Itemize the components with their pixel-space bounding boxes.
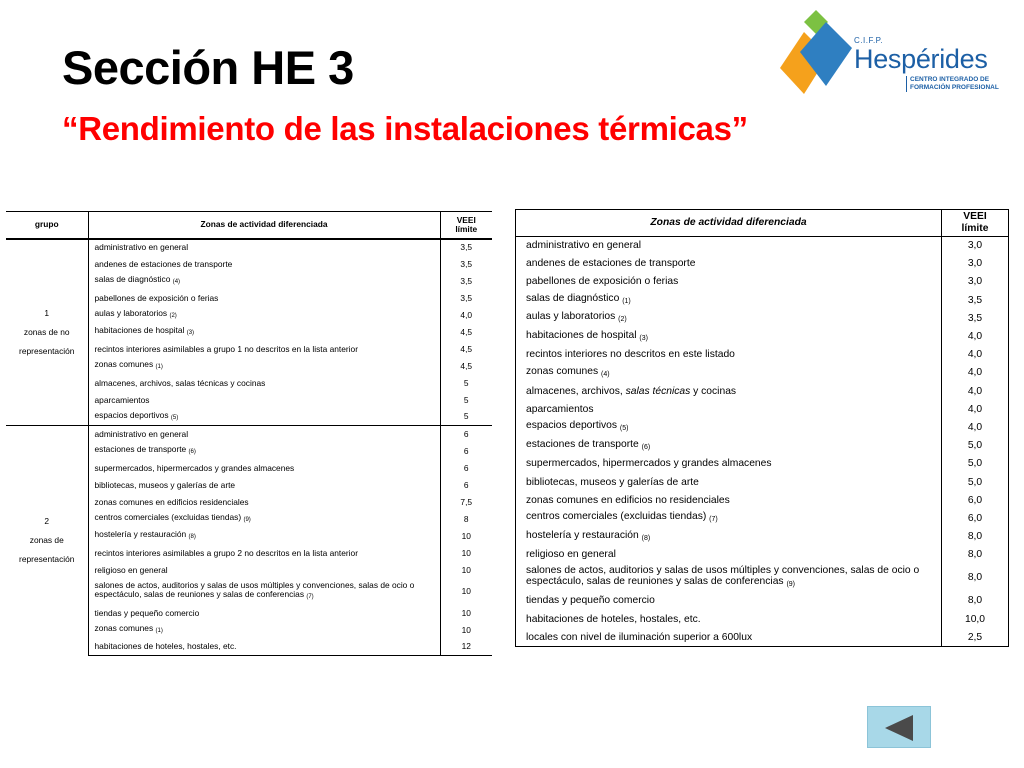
zone-cell: habitaciones de hospital $_{(3)}$ (88, 324, 440, 341)
logo-subtitle: CENTRO INTEGRADO DE FORMACIÓN PROFESIONAL (906, 76, 999, 92)
zone-cell: zonas comunes en edificios no residenciales (526, 494, 730, 506)
group-cell: 1 zonas de no representación (19, 307, 75, 356)
table-row (516, 346, 1009, 364)
veei-cell: 6 (440, 443, 492, 460)
zone-cell: locales con nivel de iluminación superior a 600lux (526, 631, 753, 643)
zone-cell: recintos interiores asimilables a grupo 1 no descritos en la lista anterior (88, 341, 440, 358)
zone-cell: salones de actos, auditorios y salas de usos múltiples y convenciones, salas de ocio o espectáculo, salas de reuniones y salas de conferencias $_{(9)}$ (526, 565, 920, 589)
zone-cell: tiendas y pequeño comercio (88, 605, 440, 622)
zone-cell: hostelería y restauración $_{(8)}$ (526, 529, 651, 542)
veei-cell: 10 (440, 605, 492, 622)
table-row (516, 309, 1009, 327)
logo-name: Hespérides (854, 44, 988, 74)
veei-cell: 4,0 (942, 346, 1009, 364)
zone-cell: zonas comunes $_{(4)}$ (526, 365, 610, 378)
header-veei: VEEI límite (942, 210, 1009, 237)
header-veei: VEEI límite (440, 212, 492, 239)
table-row (516, 528, 1009, 546)
zone-cell: supermercados, hipermercados y grandes almacenes (88, 460, 440, 477)
header-group: grupo (6, 212, 88, 239)
table-row (516, 592, 1009, 610)
back-button[interactable] (867, 706, 931, 748)
veei-cell: 8,0 (942, 546, 1009, 564)
table-row (516, 546, 1009, 564)
veei-cell: 3,0 (942, 237, 1009, 255)
table-row (516, 437, 1009, 455)
table-row (516, 455, 1009, 473)
veei-cell: 3,5 (440, 290, 492, 307)
zone-cell: salas de diagnóstico $_{(1)}$ (526, 293, 631, 306)
zone-cell: zonas comunes $_{(1)}$ (88, 622, 440, 639)
veei-cell: 4,5 (440, 341, 492, 358)
veei-cell: 3,5 (440, 256, 492, 273)
veei-cell: 4,0 (942, 364, 1009, 382)
veei-cell: 12 (440, 639, 492, 656)
veei-cell: 3,0 (942, 273, 1009, 291)
veei-cell: 5 (440, 392, 492, 409)
veei-cell: 4,0 (942, 382, 1009, 400)
header-zones: Zonas de actividad diferenciada (88, 212, 440, 239)
zone-cell: estaciones de transporte $_{(6)}$ (88, 443, 440, 460)
zone-cell: recintos interiores no descritos en este listado (526, 349, 735, 361)
table-row (516, 418, 1009, 436)
zone-cell: pabellones de exposición o ferias (526, 276, 679, 288)
table-row (516, 400, 1009, 418)
zone-cell: aparcamientos (526, 403, 594, 415)
veei-cell: 3,5 (440, 273, 492, 290)
zone-cell: administrativo en general (88, 239, 440, 256)
slide-title: Sección HE 3 (62, 41, 354, 94)
zone-cell: zonas comunes $_{(1)}$ (88, 358, 440, 375)
veei-cell: 10 (440, 562, 492, 579)
logo-acronym: C.I.F.P. (854, 36, 884, 45)
veei-cell: 4,0 (942, 418, 1009, 436)
zone-cell: espacios deportivos $_{(5)}$ (526, 420, 629, 433)
veei-table-groups (6, 211, 492, 656)
zone-cell: recintos interiores asimilables a grupo 2 no descritos en la lista anterior (88, 545, 440, 562)
table-row (516, 291, 1009, 309)
veei-cell: 10 (440, 528, 492, 545)
zone-cell: almacenes, archivos, salas técnicas y cocinas (88, 375, 440, 392)
veei-cell: 3,5 (942, 309, 1009, 327)
veei-cell: 4,5 (440, 358, 492, 375)
back-arrow-icon (885, 715, 913, 741)
veei-cell: 6 (440, 477, 492, 494)
zone-cell: supermercados, hipermercados y grandes almacenes (526, 458, 772, 470)
veei-cell: 3,5 (440, 239, 492, 256)
table-row (6, 426, 492, 443)
zone-cell: almacenes, archivos, salas técnicas y cocinas (526, 385, 737, 397)
veei-cell: 5 (440, 409, 492, 426)
zone-cell: pabellones de exposición o ferias (88, 290, 440, 307)
veei-cell: 10,0 (942, 610, 1009, 628)
zone-cell: religioso en general (88, 562, 440, 579)
zone-cell: zonas comunes en edificios residenciales (88, 494, 440, 511)
zone-cell: religioso en general (526, 549, 616, 561)
zone-cell: tiendas y pequeño comercio (526, 595, 655, 607)
zone-cell: aulas y laboratorios $_{(2)}$ (88, 307, 440, 324)
veei-cell: 10 (440, 545, 492, 562)
zone-cell: salas de diagnóstico $_{(4)}$ (88, 273, 440, 290)
veei-table-zones (515, 209, 1009, 647)
zone-cell: espacios deportivos $_{(5)}$ (88, 409, 440, 426)
zone-cell: centros comerciales (excluidas tiendas) $_{(9)}$ (88, 511, 440, 528)
table-row (516, 255, 1009, 273)
veei-cell: 6,0 (942, 509, 1009, 527)
veei-cell: 3,0 (942, 255, 1009, 273)
veei-cell: 8,0 (942, 564, 1009, 592)
table-row (516, 610, 1009, 628)
veei-cell: 7,5 (440, 494, 492, 511)
group-cell: 2 zonas de representación (6, 426, 88, 656)
zone-cell: aulas y laboratorios $_{(2)}$ (526, 311, 627, 324)
veei-cell: 5,0 (942, 455, 1009, 473)
veei-cell: 8,0 (942, 592, 1009, 610)
slide-subtitle: “Rendimiento de las instalaciones térmicas” (62, 110, 748, 147)
veei-cell: 6,0 (942, 491, 1009, 509)
zone-cell: bibliotecas, museos y galerías de arte (526, 476, 699, 488)
zone-cell: aparcamientos (88, 392, 440, 409)
zone-cell: bibliotecas, museos y galerías de arte (88, 477, 440, 494)
veei-cell: 2,5 (942, 628, 1009, 646)
table-row (516, 382, 1009, 400)
veei-cell: 8 (440, 511, 492, 528)
table-row (516, 273, 1009, 291)
veei-cell: 4,5 (440, 324, 492, 341)
table-row (516, 564, 1009, 592)
zone-cell: andenes de estaciones de transporte (88, 256, 440, 273)
veei-cell: 5,0 (942, 437, 1009, 455)
zone-cell: habitaciones de hoteles, hostales, etc. (526, 613, 701, 625)
table-row (516, 509, 1009, 527)
veei-cell: 6 (440, 460, 492, 477)
zone-cell: estaciones de transporte $_{(6)}$ (526, 438, 651, 451)
veei-cell: 5,0 (942, 473, 1009, 491)
table-row (6, 239, 492, 256)
zone-cell: andenes de estaciones de transporte (526, 258, 696, 270)
zone-cell: salones de actos, auditorios y salas de usos múltiples y convenciones, salas de ocio o espectáculo, salas de reuniones y salas de conferencias $_{(7)}$ (88, 579, 440, 605)
veei-cell: 8,0 (942, 528, 1009, 546)
veei-cell: 3,5 (942, 291, 1009, 309)
veei-cell: 4,0 (942, 327, 1009, 345)
veei-cell: 10 (440, 579, 492, 605)
veei-cell: 4,0 (440, 307, 492, 324)
zone-cell: habitaciones de hospital $_{(3)}$ (526, 329, 648, 342)
table-row (516, 237, 1009, 255)
veei-cell: 6 (440, 426, 492, 443)
zone-cell: habitaciones de hoteles, hostales, etc. (88, 639, 440, 656)
veei-cell: 4,0 (942, 400, 1009, 418)
zone-cell: hostelería y restauración $_{(8)}$ (88, 528, 440, 545)
table-row (516, 491, 1009, 509)
header-zones: Zonas de actividad diferenciada (516, 210, 942, 237)
zone-cell: administrativo en general (88, 426, 440, 443)
veei-cell: 10 (440, 622, 492, 639)
zone-cell: administrativo en general (526, 240, 642, 252)
table-row (516, 327, 1009, 345)
veei-cell: 5 (440, 375, 492, 392)
table-row (516, 364, 1009, 382)
zone-cell: centros comerciales (excluidas tiendas) $_{(7)}$ (526, 511, 718, 524)
table-row (516, 473, 1009, 491)
table-row (516, 628, 1009, 646)
